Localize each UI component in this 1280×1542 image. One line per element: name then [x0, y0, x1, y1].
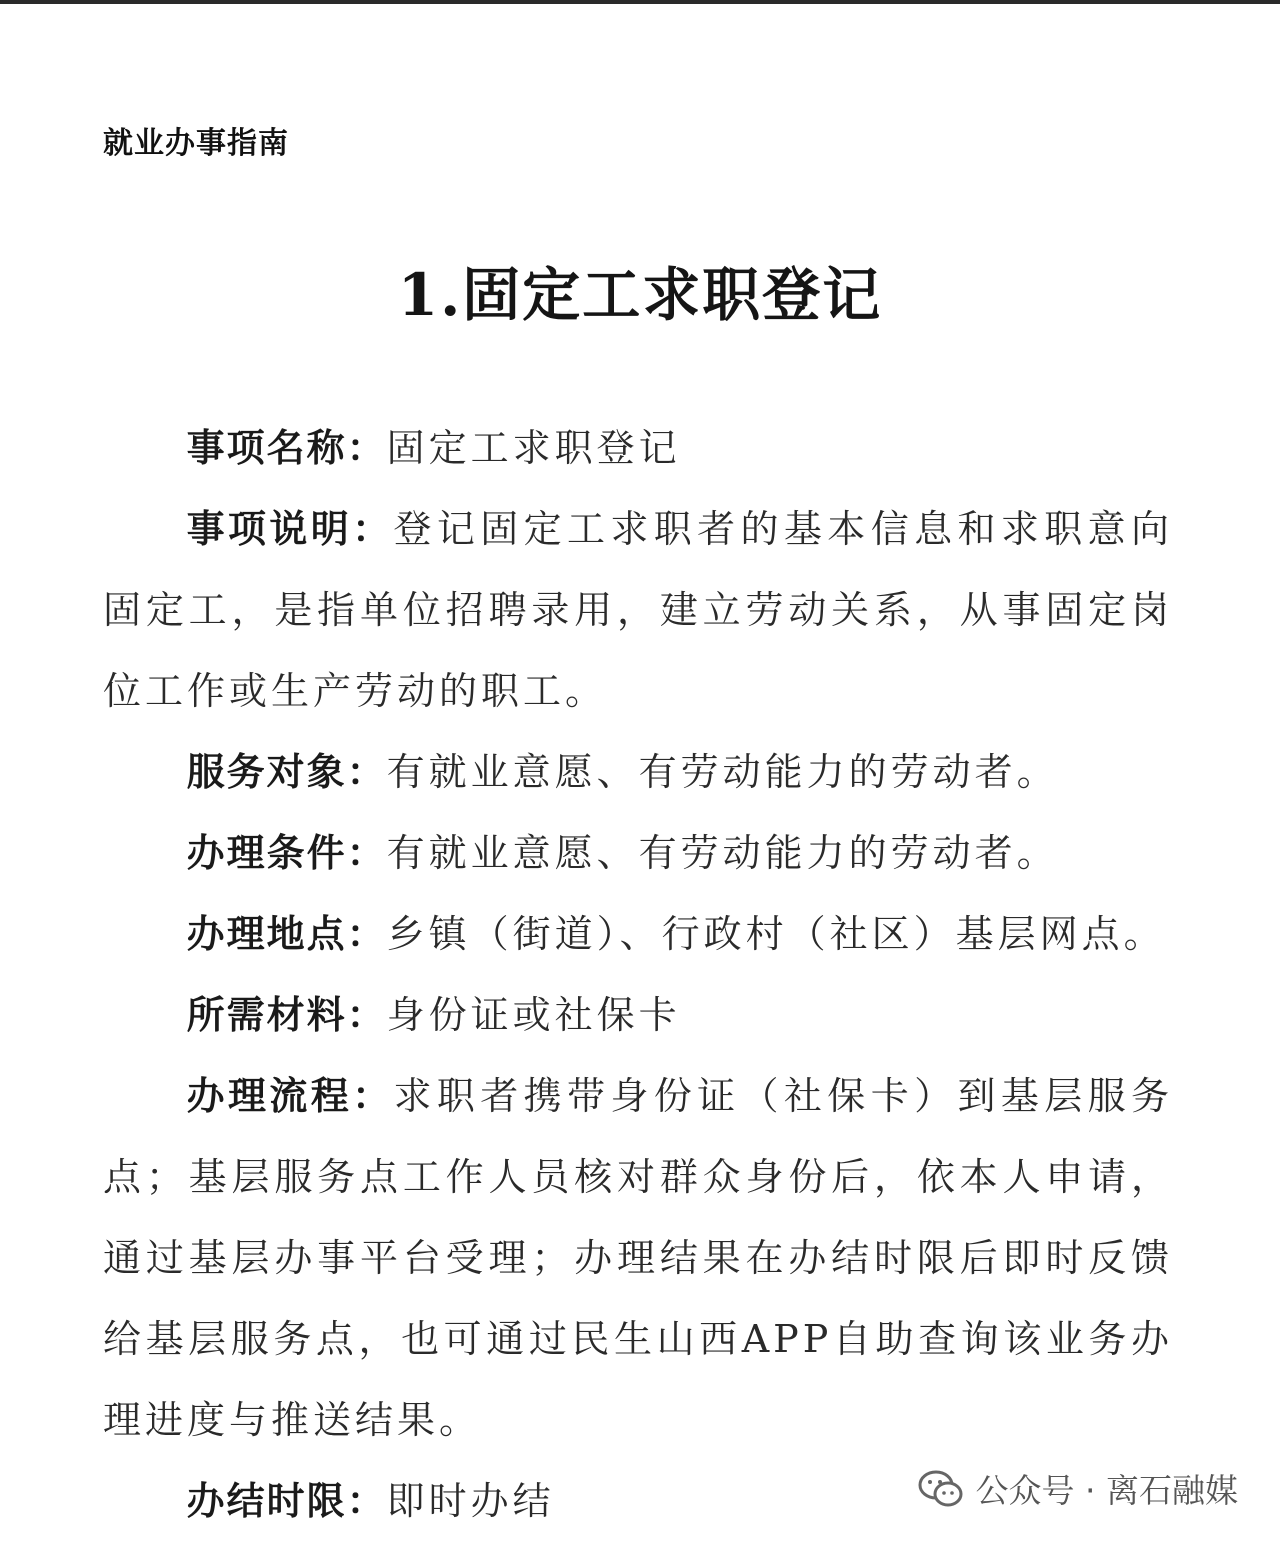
watermark-text: 公众号 · 离石融媒 [975, 1471, 1238, 1510]
item-materials-label: 所需材料： [186, 993, 387, 1037]
item-service-target-label: 服务对象： [186, 750, 387, 794]
top-border [0, 0, 1280, 4]
watermark [918, 1465, 1238, 1512]
item-time-limit-value: 即时办结 [386, 1479, 555, 1523]
item-process-value: 求职者携带身份证（社保卡）到基层服务点；基层服务点工作人员核对群众身份后，依本人申请，通过基层办事平台受理；办理结果在办结时限后即时反馈给基层服务点，也可通过民生山西APP自助查询该业务办理进度与推送结果。 [103, 1074, 1173, 1442]
item-process [103, 1056, 1173, 1461]
item-conditions-value: 有就业意愿、有劳动能力的劳动者。 [386, 831, 1059, 875]
document-header: 就业办事指南 [103, 126, 289, 161]
item-description-label: 事项说明： [186, 507, 394, 551]
item-service-target-value: 有就业意愿、有劳动能力的劳动者。 [386, 750, 1059, 794]
item-location-value: 乡镇（街道）、行政村（社区）基层网点。 [386, 912, 1166, 956]
item-process-label: 办理流程： [186, 1074, 394, 1118]
item-name-label: 事项名称： [186, 426, 387, 470]
item-description [103, 489, 1173, 732]
item-service-target [103, 732, 1173, 813]
item-materials [103, 975, 1173, 1056]
item-conditions [103, 813, 1173, 894]
item-location-label: 办理地点： [186, 912, 387, 956]
item-materials-value: 身份证或社保卡 [386, 993, 681, 1037]
item-name-value: 固定工求职登记 [386, 426, 681, 470]
item-time-limit-label: 办结时限： [186, 1479, 387, 1523]
document-body [103, 408, 1173, 1542]
page-title: 1.固定工求职登记 [397, 261, 883, 329]
item-description-value: 登记固定工求职者的基本信息和求职意向固定工，是指单位招聘录用，建立劳动关系，从事固定岗位工作或生产劳动的职工。 [103, 507, 1173, 713]
item-conditions-label: 办理条件： [186, 831, 387, 875]
item-location [103, 894, 1173, 975]
wechat-icon [918, 1469, 964, 1509]
item-name [103, 408, 1173, 489]
